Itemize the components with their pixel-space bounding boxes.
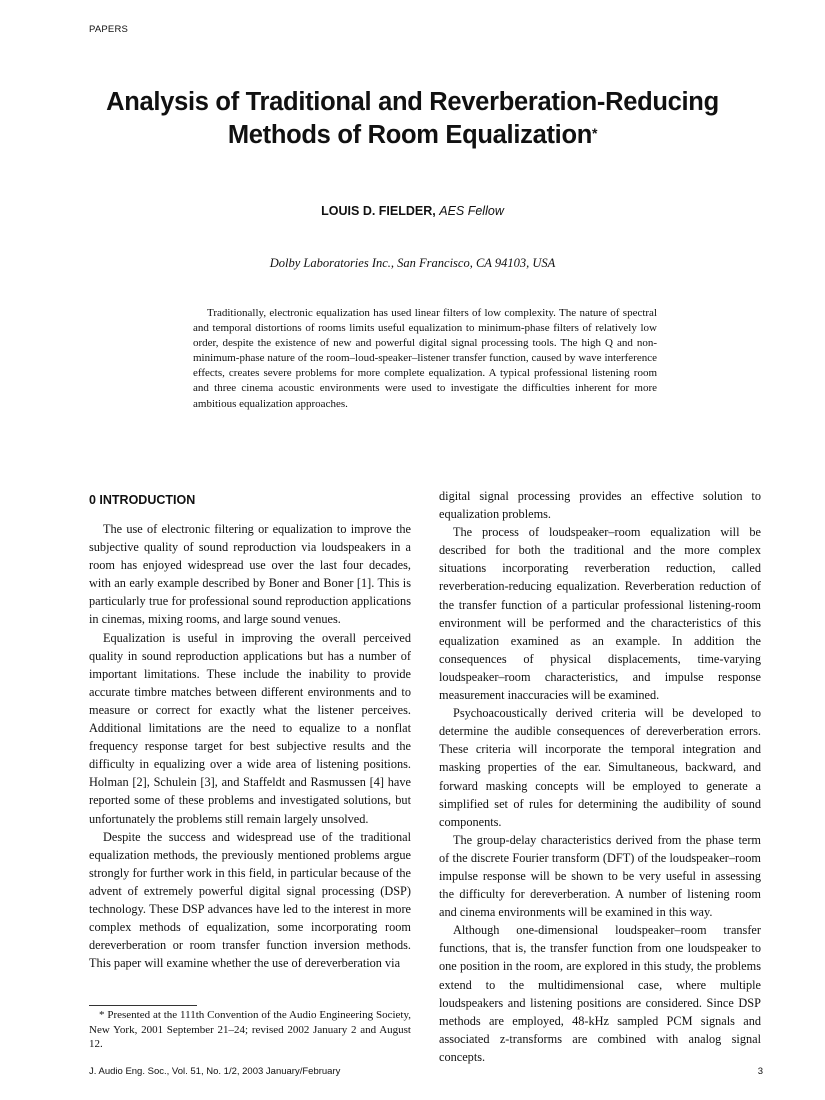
affiliation: Dolby Laboratories Inc., San Francisco, CA 94103, USA — [269, 256, 556, 270]
author-line — [0, 204, 825, 218]
section-heading: 0 INTRODUCTION — [89, 493, 196, 507]
author-name: LOUIS D. FIELDER, — [321, 204, 436, 218]
body-paragraph: Despite the success and widespread use of the traditional equalization methods, the previously mentioned problems argue strongly for further work in this field, in particular because of the advent of extremely powerful digital signal processing (DSP) technology. These DSP advances have led to the interest in more complex methods of equalization, some incorporating room dereverberation or room transfer function inversion methods. This paper will examine whether the use of dereverberation via — [89, 829, 411, 971]
body-paragraph: Psychoacoustically derived criteria will be developed to determine the audible consequences of dereverberation errors. These criteria will incorporate the temporal integration and masking properties of the ear. Simultaneous, backward, and forward masking concepts will be employed to generate a simplified set of rules for determining the audibility of sound components. — [439, 706, 761, 829]
body-paragraph: Although one-dimensional loudspeaker–room transfer functions, that is, the transfer function from one loudspeaker to one position in the room, are explored in this study, the problems extend to the multidimensional case, where multiple loudspeakers and listening positions are considered. Since DSP methods are employed, 48-kHz sampled PCM signals and associated z-transforms are combined with analog signal concepts. — [439, 923, 761, 1064]
body-paragraph: The process of loudspeaker–room equalization will be described for both the traditional and the more complex situations incorporating reverberation reduction, called reverberation-reducing equalization. Reverberation reduction of the transfer function of a particular professional listening-room environment will be performed and the characteristics of this equalization examined as an example. In addition the consequences of physical displacements, time-varying loudspeaker–room characteristics, and impulse response measurement inaccuracies will be examined. — [439, 525, 761, 703]
footnote-divider — [89, 1005, 197, 1006]
page-number: 3 — [757, 1066, 763, 1077]
author-membership: AES Fellow — [439, 204, 504, 218]
running-header: PAPERS — [89, 24, 129, 35]
body-paragraph-continuation: digital signal processing provides an effective solution to equalization problems. — [439, 489, 761, 522]
paper-title — [60, 86, 765, 152]
title-footnote-marker: * — [592, 125, 598, 141]
paper-title-text: Analysis of Traditional and Reverberation-Reducing Methods of Room Equalization — [106, 88, 719, 149]
journal-citation: J. Audio Eng. Soc., Vol. 51, No. 1/2, 2003 January/February — [89, 1066, 341, 1077]
body-paragraph: The use of electronic filtering or equalization to improve the subjective quality of sound reproduction via loudspeakers in a room has enjoyed widespread use over the last four decades, with an early example described by Boner and Boner [1]. This is particularly true for professional sound reproduction applications in cinemas, mixing rooms, and large sound venues. — [89, 522, 411, 627]
abstract: Traditionally, electronic equalization has used linear filters of low complexity. The nature of spectral and temporal distortions of rooms limits useful equalization to minimum-phase filters of relatively low order, despite the existence of new and powerful digital signal processing tools. The high Q and non-minimum-phase nature of the room–loud-speaker–listener transfer function, caused by wave interference effects, creates severe problems for more complete equalization. A typical professional listening room and three cinema acoustic environments were used to investigate the difficulties inherent for more ambitious equalization approaches. — [193, 307, 657, 410]
left-column — [89, 487, 411, 972]
right-column — [439, 487, 761, 1066]
body-paragraph: The group-delay characteristics derived from the phase term of the discrete Fourier transform (DFT) of the loudspeaker–room impulse response will be shown to be very useful in assessing the difficulty for dereverberation. A number of listening room and cinema environments will be examined in this way. — [439, 832, 761, 920]
body-paragraph: Equalization is useful in improving the overall perceived quality in sound reproduction applications but has a number of important limitations. These include the inability to provide accurate timbre matches between different environments and to measure or correct for exactly what the listener perceives. Additional limitations are the need to equalize to a nonflat frequency response target for best subjective results and the difficulty in equalizing over a wide area of listening positions. Holman [2], Schulein [3], and Staffeldt and Rasmussen [4] have reported some of these problems and investigated solutions, but unfortunately the problems still remain largely unsolved. — [89, 630, 411, 826]
footnote: * Presented at the 111th Convention of the Audio Engineering Society, New York, 2001 September 21–24; revised 2002 January 2 and August 12. — [89, 1009, 411, 1050]
